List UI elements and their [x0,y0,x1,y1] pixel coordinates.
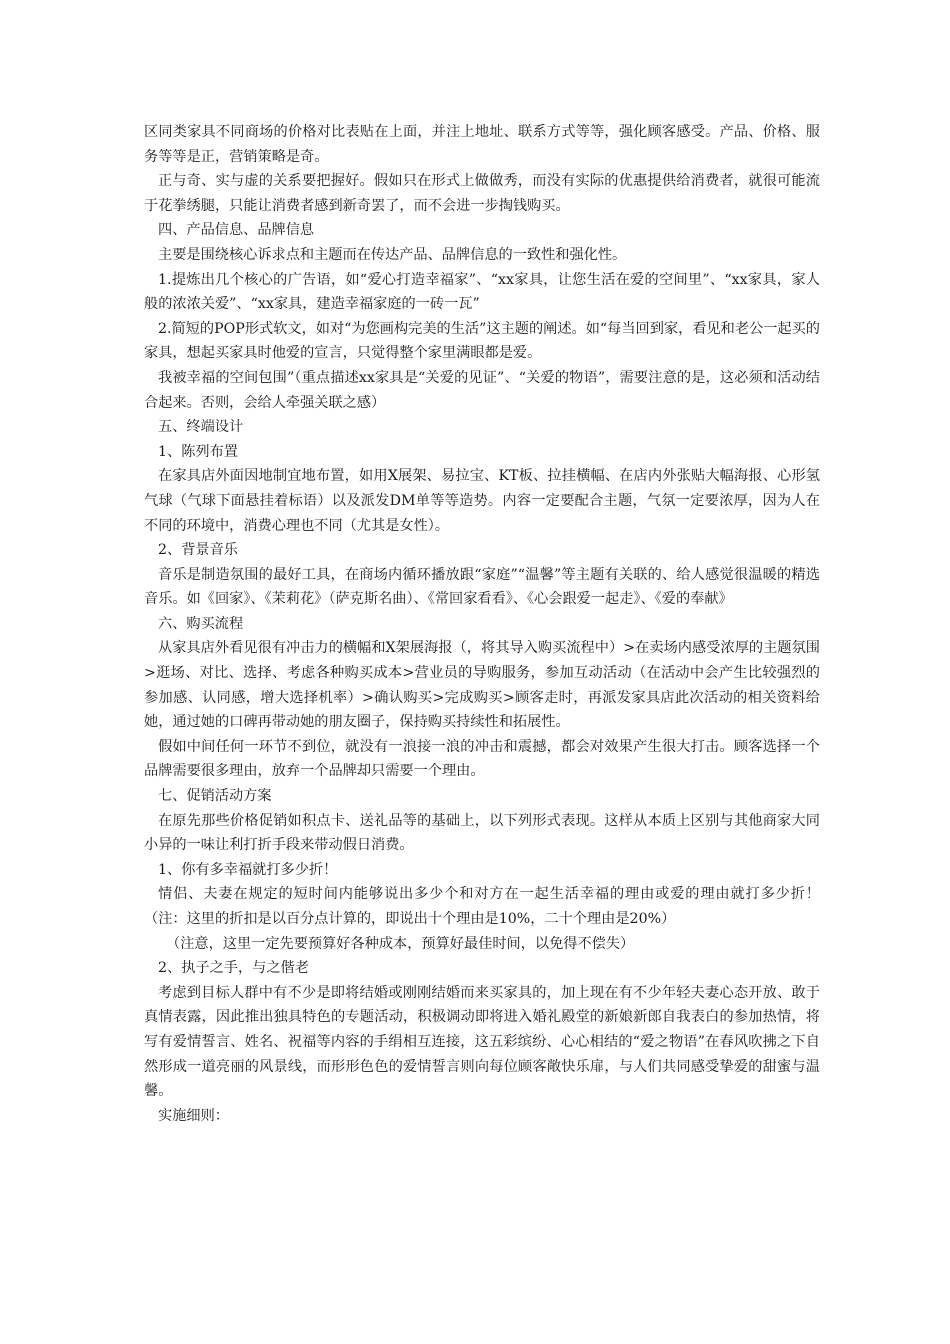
paragraph-cost-note: （注意，这里一定先要预算好各种成本，预算好最佳时间，以免得不偿失） [166,935,635,952]
heading-section-6: 六、购买流程 [158,615,244,632]
paragraph-pop-article-cont: 我被幸福的空间包围”（重点描述xx家具是“关爱的见证”、“关爱的物语”，需要注意的是，这必须和活动结合起来。否则，会给人牵强关联之感） [144,369,820,411]
paragraph-happiness-discount: 情侣、夫妻在规定的短时间内能够说出多少个和对方在一起生活幸福的理由或爱的理由就打多少折！（注：这里的折扣是以百分点计算的，即说出十个理由是10%，二十个理由是20%） [144,886,820,927]
paragraph-purchase-flow: 从家具店外看见很有冲击力的横幅和X架展海报（，将其导入购买流程中）>在卖场内感受浓厚的主题氛围>逛场、对比、选择、考虑各种购买成本>营业员的导购服务，参加互动活动（在活动中会产生比较强烈的参加感、认同感，增大选择机率）>确认购买>完成购买>顾客走时，再派发家具店此次活动的相关资料给她，通过她的口碑再带动她的朋友圈子，保持购买持续性和拓展性。 [144,640,820,731]
heading-section-4: 四、产品信息、品牌信息 [158,222,315,239]
heading-hand-in-hand: 2、执子之手，与之偕老 [158,960,309,977]
paragraph-hand-in-hand: 考虑到目标人群中有不少是即将结婚或刚刚结婚而来买家具的，加上现在有不少年轻夫妻心态开放、敢于真情表露，因此推出独具特色的专题活动，积极调动即将进入婚礼殿堂的新娘新郎自我表白的参加热情，将写有爱情誓言、姓名、祝福等内容的手绢相互连接，这五彩缤纷、心心相结的“爱之物语”在春风吹拂之下自然形成一道亮丽的风景线，而形形色色的爱情誓言则向每位顾客敞快乐扉，与人们共同感受挚爱的甜蜜与温馨。 [144,984,820,1100]
paragraph-purchase-flow-note: 假如中间任何一环节不到位，就没有一浪接一浪的冲击和震撼，都会对效果产生很大打击。顾客选择一个品牌需要很多理由，放弃一个品牌却只需要一个理由。 [144,738,820,780]
heading-background-music: 2、背景音乐 [158,542,238,559]
paragraph-background-music: 音乐是制造氛围的最好工具，在商场内循环播放跟“家庭”“温馨”等主题有关联的、给人感觉很温暖的精选音乐。如《回家》、《茉莉花》（萨克斯名曲）、《常回家看看》、《心会跟爱一起走》、《爱的奉献》 [144,566,820,608]
paragraph-pop-article: 2.简短的POP形式软文，如对“为您画构完美的生活”这主题的阐述。如“每当回到家，看见和老公一起买的家具，想起买家具时他爱的宣言，只觉得整个家里满眼都是爱。 [144,320,820,362]
heading-section-7: 七、促销活动方案 [158,788,272,805]
heading-implementation-details: 实施细则： [158,1107,229,1124]
paragraph-section-4-intro: 主要是围绕核心诉求点和主题而在传达产品、品牌信息的一致性和强化性。 [158,246,627,263]
heading-happiness-discount: 1、你有多幸福就打多少折！ [158,861,338,878]
heading-section-5: 五、终端设计 [158,419,244,436]
paragraph-slogans: 1.提炼出几个核心的广告语，如“爱心打造幸福家”、“xx家具，让您生活在爱的空间里”、“xx家具，家人般的浓浓关爱”、“xx家具，建造幸福家庭的一砖一瓦” [144,271,820,313]
paragraph-promo-intro: 在原先那些价格促销如积点卡、送礼品等的基础上，以下列形式表现。这样从本质上区别与其他商家大同小异的一味让利打折手段来带动假日消费。 [144,812,820,854]
heading-display-layout: 1、陈列布置 [158,443,238,460]
paragraph-continuation: 区同类家具不同商场的价格对比表贴在上面，并注上地址、联系方式等等，强化顾客感受。产品、价格、服务等等是正，营销策略是奇。 [144,124,820,165]
paragraph-balance: 正与奇、实与虚的关系要把握好。假如只在形式上做做秀，而没有实际的优惠提供给消费者，就很可能流于花拳绣腿，只能让消费者感到新奇罢了，而不会进一步掏钱购买。 [144,173,820,214]
document-body [144,120,820,1128]
paragraph-display-layout: 在家具店外面因地制宜地布置，如用X展架、易拉宝、KT板、拉挂横幅、在店内外张贴大幅海报、心形氢气球（气球下面悬挂着标语）以及派发DM单等等造势。内容一定要配合主题，气氛一定要浓厚，因为人在不同的环境中，消费心理也不同（尤其是女性）。 [144,468,820,534]
